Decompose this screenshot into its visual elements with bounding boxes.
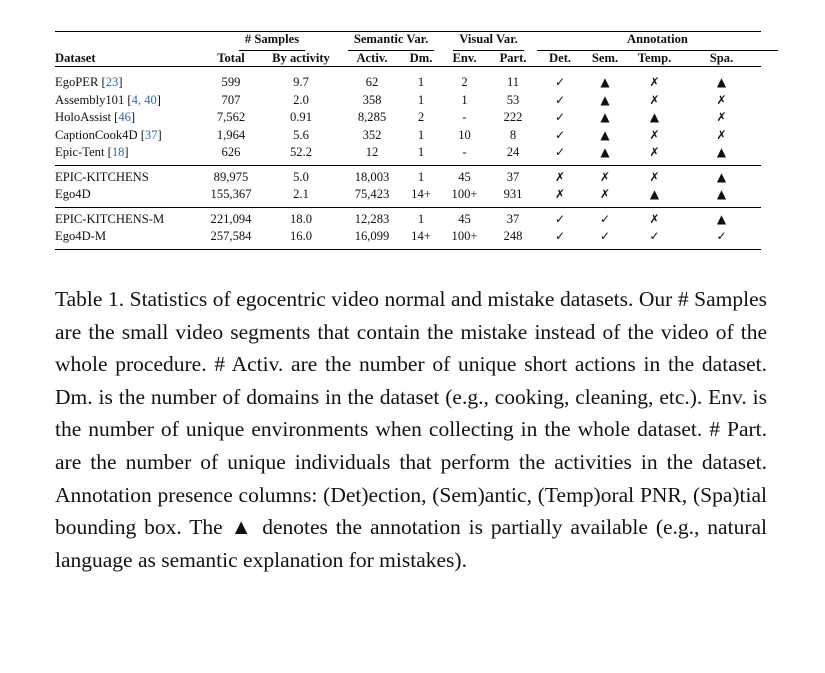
table-row: [55, 127, 761, 145]
table-cell: 5.0: [293, 169, 309, 184]
table-cell: 45: [458, 169, 471, 184]
column-header: By activity: [272, 51, 330, 65]
group-header-samples: # Samples: [239, 32, 305, 51]
column-header: Env.: [452, 51, 477, 65]
dataset-name: EPIC-KITCHENS: [55, 169, 149, 184]
group-header-row: [55, 32, 761, 52]
table-cell: 1: [417, 169, 425, 184]
annotation-cell: ✗: [716, 92, 727, 107]
annotation-cell: ✗: [555, 169, 566, 184]
table-cell: 1: [461, 92, 468, 107]
dataset-name-cell: CaptionCook4D [37]: [55, 127, 162, 142]
annotation-cell: ▲: [600, 92, 610, 107]
caption-text: Table 1. Statistics of egocentric video normal and mistake datasets. Our # Samples are the small video segments that contain the mistake instead of the video of the whole procedure. # Activ. are the number of unique short actions in the dataset. Dm. is the number of domains in the dataset (e.g., cooking, cleaning, etc.). Env. is the number of unique environments when collecting in the whole dataset. # Part. are the number of unique individuals that perform the activities in the dataset. Annotation presence columns: (Det)ection, (Sem)antic, (Temp)oral PNR, (Spa)tial bounding box. The ▲ denotes the annotation is partially available (e.g., natural language as semantic explanation for mistakes).: [55, 287, 767, 572]
annotation-cell: ✗: [649, 127, 660, 142]
annotation-cell: ✗: [649, 75, 660, 90]
table-cell: 7,562: [216, 110, 246, 125]
table-group-prior-mistake-datasets: [55, 67, 761, 166]
table-cell: 18.0: [289, 211, 313, 226]
dataset-name-cell: [55, 165, 202, 186]
dataset-name-cell: EgoPER [23]: [55, 75, 123, 90]
table-cell: 52.2: [289, 145, 313, 160]
group-header-annotation: Annotation: [537, 32, 778, 51]
group-header-semantic: Semantic Var.: [348, 32, 434, 51]
table-cell: 358: [362, 92, 382, 107]
annotation-cell: ✓: [555, 127, 566, 142]
annotation-cell: ✓: [649, 229, 660, 244]
annotation-cell: ▲: [716, 75, 727, 90]
table-cell: 257,584: [210, 229, 252, 244]
dataset-name-cell: Epic-Tent [18]: [55, 145, 129, 160]
table-cell: 1: [417, 75, 425, 90]
dataset-name-cell: [55, 186, 202, 207]
column-header: Dm.: [409, 51, 433, 65]
table-cell: 1: [417, 145, 425, 160]
table-cell: 599: [221, 75, 241, 90]
table-cell: -: [462, 145, 467, 160]
column-header: Sem.: [591, 51, 619, 65]
column-header: Det.: [549, 51, 572, 65]
table-cell: 352: [362, 127, 382, 142]
annotation-cell: ✓: [555, 229, 566, 244]
annotation-cell: ✓: [600, 211, 611, 226]
citation-link[interactable]: 4, 40: [131, 92, 157, 107]
table-cell: -: [462, 110, 467, 125]
table-cell: 155,367: [210, 187, 252, 202]
table-cell: 12: [365, 145, 379, 160]
table-cell: 222: [503, 110, 523, 125]
table-cell: 14+: [411, 229, 431, 244]
table-cell: 931: [503, 187, 523, 202]
table-cell: 8: [509, 127, 517, 142]
column-header: Spa.: [709, 51, 734, 65]
table-cell: 10: [458, 127, 471, 142]
group-header-visual: Visual Var.: [453, 32, 524, 51]
annotation-cell: ✓: [600, 229, 611, 244]
table-cell: 221,094: [210, 211, 252, 226]
dataset-name-cell: HoloAssist [46]: [55, 110, 136, 125]
table-cell: 707: [221, 92, 241, 107]
table-row: [55, 228, 761, 249]
dataset-name: EgoPER: [55, 75, 99, 90]
citation-link[interactable]: 37: [144, 127, 158, 142]
dataset-statistics-table-container: [55, 31, 761, 250]
table-cell: 1: [417, 127, 425, 142]
table-cell: 16,099: [354, 229, 390, 244]
annotation-cell: ▲: [716, 145, 727, 160]
dataset-name: Ego4D-M: [55, 229, 107, 244]
table-cell: 1: [417, 211, 425, 226]
table-cell: 626: [221, 145, 241, 160]
annotation-cell: ✗: [649, 145, 660, 160]
table-cell: 45: [458, 211, 471, 226]
table-cell: 18,003: [354, 169, 390, 184]
annotation-cell: ▲: [649, 187, 660, 202]
citation-link[interactable]: 18: [111, 145, 125, 160]
table-cell: 100+: [451, 229, 478, 244]
table-row: [55, 67, 761, 92]
annotation-cell: ▲: [716, 187, 727, 202]
table-cell: 9.7: [293, 75, 309, 90]
annotation-cell: ✓: [555, 75, 566, 90]
table-row: [55, 144, 761, 165]
table-row: [55, 109, 761, 127]
table-group-proposed-datasets: [55, 207, 761, 249]
column-header: Part.: [499, 51, 527, 65]
annotation-cell: ✓: [555, 110, 566, 125]
dataset-name: Ego4D: [55, 187, 91, 202]
table-cell: 2.1: [293, 187, 309, 202]
table-cell: 62: [365, 75, 379, 90]
dataset-statistics-table: [55, 31, 761, 250]
table-cell: 11: [506, 75, 520, 90]
citation-link[interactable]: 23: [105, 75, 119, 90]
table-row: [55, 92, 761, 110]
table-caption: [55, 283, 767, 576]
column-header: Total: [217, 51, 245, 65]
table-group-base-datasets: [55, 165, 761, 207]
table-cell: 14+: [411, 187, 431, 202]
column-header-row: [55, 51, 761, 67]
annotation-cell: ▲: [716, 169, 727, 184]
table-row: [55, 165, 761, 186]
dataset-name: CaptionCook4D: [55, 127, 138, 142]
table-cell: 37: [506, 211, 520, 226]
table-cell: 24: [506, 145, 520, 160]
table-cell: 37: [506, 169, 520, 184]
citation-link[interactable]: 46: [118, 110, 131, 125]
annotation-cell: ▲: [600, 145, 610, 160]
annotation-cell: ✗: [649, 92, 660, 107]
annotation-cell: ▲: [600, 75, 610, 90]
dataset-name-cell: [55, 228, 202, 249]
annotation-cell: ▲: [600, 127, 610, 142]
annotation-cell: ▲: [716, 211, 727, 226]
annotation-cell: ✗: [716, 127, 727, 142]
table-row: [55, 207, 761, 228]
table-cell: 16.0: [289, 229, 313, 244]
dataset-name: Epic-Tent: [55, 145, 105, 160]
column-header: Temp.: [637, 51, 672, 65]
annotation-cell: ▲: [649, 110, 660, 125]
annotation-cell: ✗: [600, 169, 611, 184]
table-row: [55, 186, 761, 207]
dataset-name-cell: [55, 207, 202, 228]
table-cell: 53: [506, 92, 520, 107]
table-cell: 2: [417, 110, 425, 125]
annotation-cell: ✗: [716, 110, 727, 125]
table-cell: 2.0: [293, 92, 309, 107]
column-header: Activ.: [356, 51, 388, 65]
dataset-name-cell: Assembly101 [4, 40]: [55, 92, 161, 107]
annotation-cell: ✓: [716, 229, 727, 244]
table-cell: 1: [417, 92, 425, 107]
annotation-cell: ▲: [600, 110, 610, 125]
column-header: Dataset: [55, 51, 96, 65]
table-cell: 0.91: [289, 110, 313, 125]
annotation-cell: ✗: [600, 187, 611, 202]
annotation-cell: ✓: [555, 92, 566, 107]
table-cell: 100+: [451, 187, 478, 202]
annotation-cell: ✓: [555, 211, 566, 226]
dataset-name: Assembly101: [55, 92, 125, 107]
table-cell: 8,285: [357, 110, 387, 125]
table-cell: 5.6: [293, 127, 309, 142]
annotation-cell: ✗: [649, 169, 660, 184]
table-cell: 12,283: [354, 211, 390, 226]
table-cell: 2: [461, 75, 468, 90]
dataset-name: EPIC-KITCHENS-M: [55, 211, 165, 226]
annotation-cell: ✓: [555, 145, 566, 160]
table-cell: 1,964: [216, 127, 246, 142]
annotation-cell: ✗: [649, 211, 660, 226]
table-cell: 89,975: [213, 169, 249, 184]
annotation-cell: ✗: [555, 187, 566, 202]
dataset-name: HoloAssist: [55, 110, 111, 125]
table-cell: 248: [503, 229, 523, 244]
table-cell: 75,423: [354, 187, 390, 202]
